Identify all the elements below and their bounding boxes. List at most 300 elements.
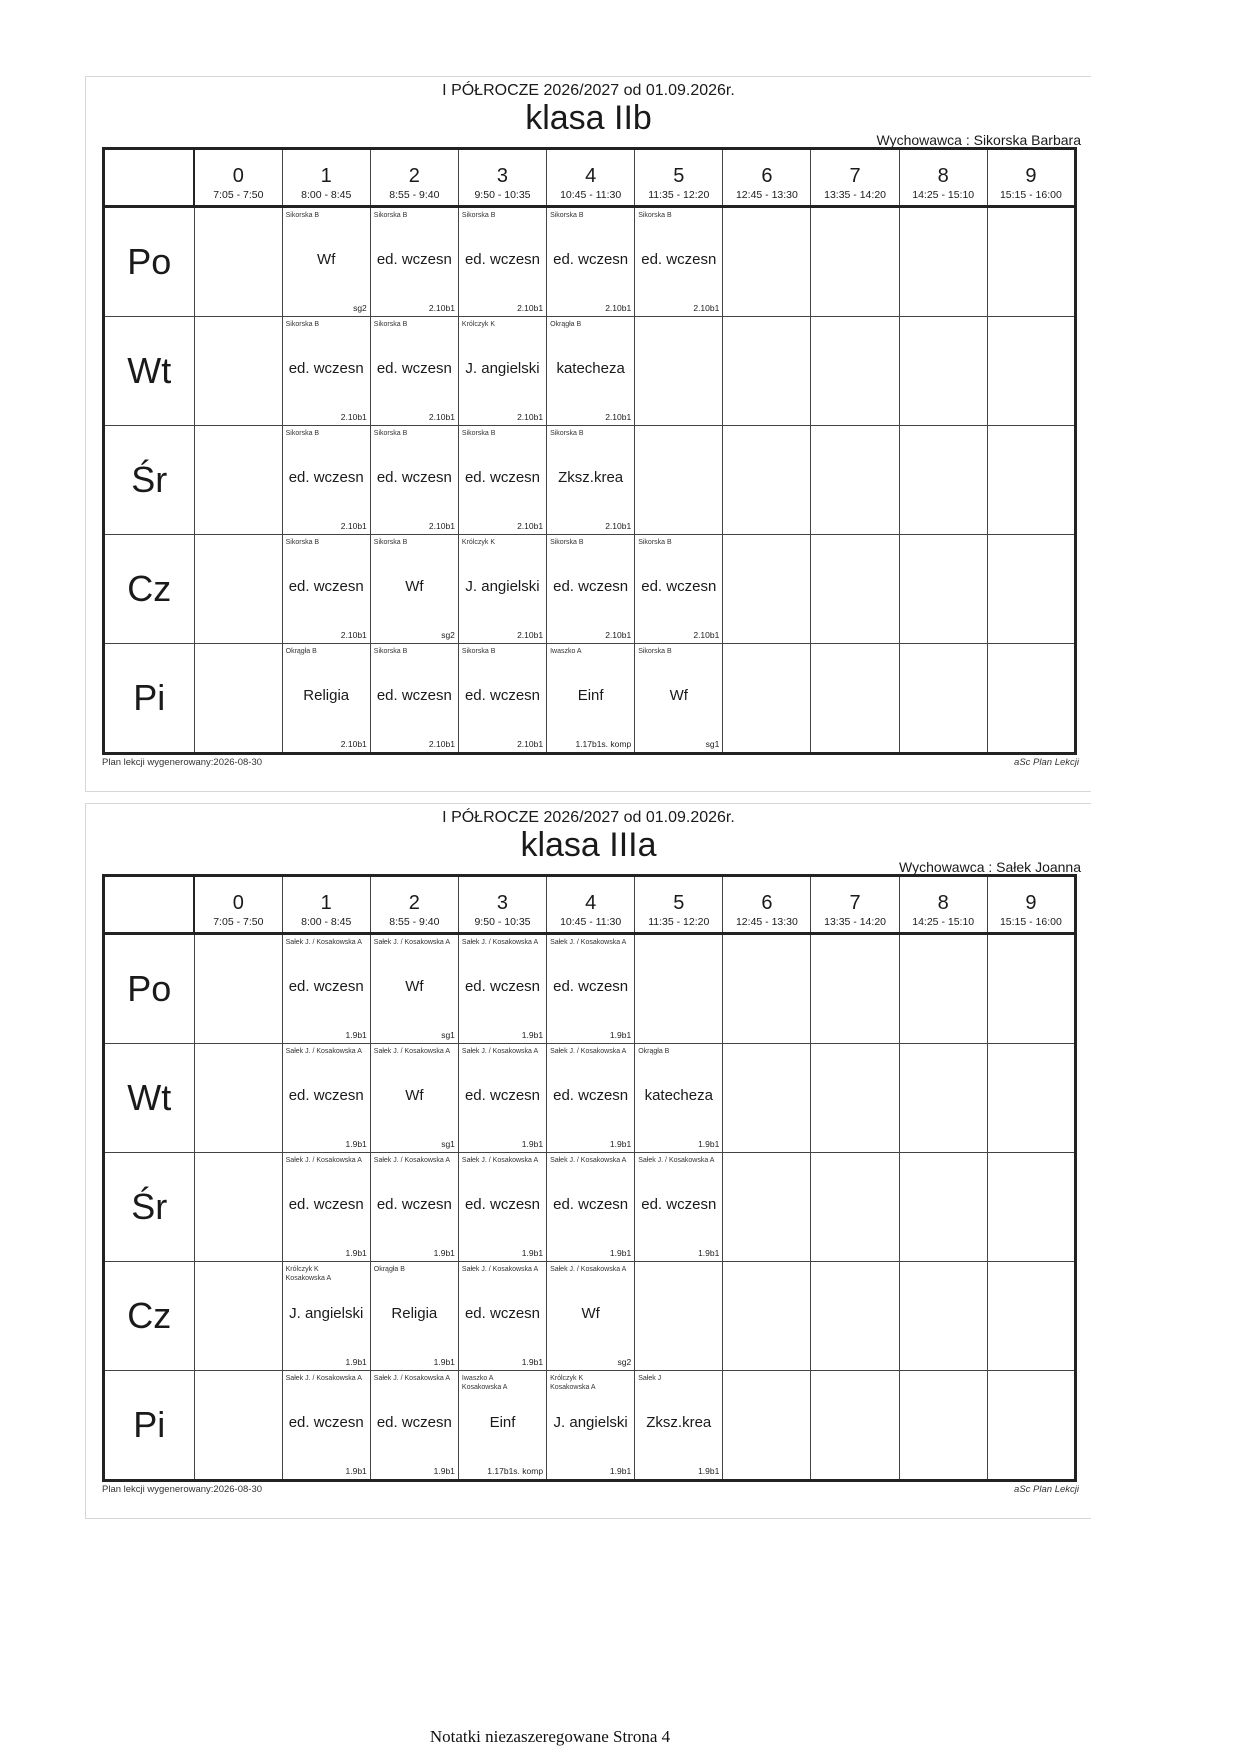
lesson-subject: katecheza [556,360,625,377]
period-time: 8:55 - 9:40 [389,916,440,928]
lesson-subject: ed. wczesn [464,1195,541,1213]
lesson-subject: Wf [405,577,424,595]
lesson-cell [635,643,723,753]
period-header-7 [811,149,899,207]
lesson-room: 1.17b1s. komp [575,739,632,749]
lesson-room: 2.10b1 [605,411,632,422]
lesson-teacher: Sałek J. / Kosakowska A [461,939,539,946]
lesson-subject: ed. wczesn [376,251,452,268]
period-header-8 [899,149,987,207]
lesson-room: 1.9b1 [521,1030,544,1040]
lesson-cell [547,534,635,643]
empty-cell [635,425,723,534]
empty-cell [899,207,987,317]
day-row [104,1152,1076,1261]
empty-cell [723,1261,811,1370]
lesson-cell [547,425,635,534]
lesson-cell [458,934,546,1044]
lesson-room: 1.17b1s. komp [487,1466,544,1476]
lesson-teacher: Królczyk K [461,321,495,328]
lesson-room: 1.9b1 [609,1030,632,1040]
period-number: 8 [937,165,949,187]
day-row [104,934,1076,1044]
software-credit: aSc Plan Lekcji [1014,757,1079,768]
period-number: 2 [408,165,420,187]
lesson-subject: ed. wczesn [553,577,629,595]
lesson-teacher: Królczyk K [461,538,495,546]
lesson-room: 2.10b1 [605,520,632,531]
lesson-room: 1.9b1 [433,1466,455,1476]
lesson-room: 2.10b1 [428,411,455,422]
lesson-teacher: Sikorska B [285,429,320,437]
page-footer: Notatki niezaszeregowane Strona 4 [429,1727,671,1746]
period-header-row [104,149,1076,207]
period-number: 3 [496,165,509,187]
period-time: 13:35 - 14:20 [824,189,886,201]
lesson-room: 2.10b1 [517,411,544,422]
lesson-teacher: Sałek J. / Kosakowska A [638,1156,715,1164]
period-time: 9:50 - 10:35 [474,916,531,928]
lesson-cell [370,534,458,643]
timetable-sheet-klasa-iiia [85,803,1091,1519]
empty-cell [899,534,987,643]
lesson-room: sg1 [705,739,720,749]
lesson-teacher: Okrągła B [550,321,582,328]
empty-cell [987,207,1075,317]
lesson-cell [282,425,370,534]
lesson-teacher: Sałek J. / Kosakowska A [285,1048,362,1055]
period-number: 9 [1025,165,1037,187]
lesson-subject: Einf [489,1413,516,1431]
day-label: Wt [104,317,195,426]
empty-cell [811,1152,899,1261]
lesson-subject: Wf [317,251,336,268]
lesson-cell [458,1152,546,1261]
lesson-room: 1.9b1 [521,1247,544,1258]
lesson-subject: ed. wczesn [376,1195,452,1213]
lesson-cell [547,1370,635,1480]
period-number: 0 [232,892,244,914]
period-header-6 [723,149,811,207]
lesson-subject: Zksz.krea [558,468,624,486]
lesson-room: 2.10b1 [340,520,367,531]
lesson-cell [282,207,370,317]
class-title: klasa IIIa [520,826,657,864]
lesson-room: 1.9b1 [345,1356,367,1367]
day-row [104,1370,1076,1480]
lesson-teacher: Sikorska B [373,647,408,655]
lesson-subject: ed. wczesn [641,251,717,268]
lesson-cell [458,1261,546,1370]
lesson-room: 2.10b1 [428,520,455,531]
lesson-teacher: Królczyk K Kosakowska A [285,1265,332,1282]
lesson-room: 1.9b1 [521,1138,544,1149]
lesson-room: 2.10b1 [517,520,544,531]
lesson-room: 1.9b1 [698,1247,720,1258]
period-number: 7 [849,165,861,187]
empty-cell [811,317,899,426]
period-number: 8 [937,892,949,914]
lesson-teacher: Sałek J. / Kosakowska A [461,1048,539,1055]
period-time: 10:45 - 11:30 [560,916,622,928]
empty-cell [899,317,987,426]
period-header-2 [370,876,458,934]
empty-cell [194,317,282,426]
lesson-subject: ed. wczesn [376,360,452,377]
empty-cell [811,1044,899,1153]
corner-cell [104,876,195,934]
lesson-teacher: Sałek J. / Kosakowska A [461,1265,539,1273]
lesson-subject: J. angielski [465,577,540,595]
lesson-room: 1.9b1 [433,1247,455,1258]
lesson-room: sg2 [441,629,455,640]
empty-cell [723,1370,811,1480]
period-header-0 [194,876,282,934]
lesson-cell [282,934,370,1044]
lesson-room: 2.10b1 [605,629,632,640]
lesson-room: 2.10b1 [428,739,455,749]
timetable-sheet-klasa-iib [85,76,1091,792]
homeroom-teacher: Wychowawca : Sałek Joanna [899,859,1081,875]
lesson-room: 1.9b1 [609,1138,632,1149]
lesson-cell [370,934,458,1044]
lesson-cell [370,643,458,753]
empty-cell [811,534,899,643]
lesson-teacher: Królczyk K Kosakowska A [550,1374,596,1391]
lesson-cell [370,1044,458,1153]
corner-cell [104,149,195,207]
day-row [104,207,1076,317]
empty-cell [811,425,899,534]
lesson-cell [547,1152,635,1261]
lesson-cell [370,1370,458,1480]
period-time: 11:35 - 12:20 [648,189,710,201]
day-label: Cz [104,534,195,643]
lesson-teacher: Iwaszko A [550,647,582,655]
empty-cell [987,1261,1075,1370]
period-header-4 [547,149,635,207]
lesson-subject: Wf [581,1304,600,1322]
day-row [104,1261,1076,1370]
lesson-cell [458,534,546,643]
lesson-cell [547,317,635,426]
empty-cell [723,1044,811,1153]
lesson-subject: Einf [577,686,604,704]
lesson-room: 2.10b1 [340,411,367,422]
lesson-teacher: Sikorska B [373,429,408,437]
period-number: 6 [761,165,773,187]
period-number: 1 [320,892,332,914]
empty-cell [811,643,899,753]
lesson-teacher: Sałek J. / Kosakowska A [461,1156,539,1164]
empty-cell [987,534,1075,643]
lesson-cell [458,643,546,753]
empty-cell [811,1370,899,1480]
day-label: Śr [104,1152,195,1261]
lesson-teacher: Sałek J. / Kosakowska A [373,1374,451,1382]
lesson-teacher: Okrągła B [373,1265,405,1273]
lesson-subject: ed. wczesn [376,468,452,486]
lesson-teacher: Sikorska B [373,321,408,328]
empty-cell [635,934,723,1044]
lesson-cell [370,1152,458,1261]
period-time: 14:25 - 15:10 [912,189,975,201]
empty-cell [987,1044,1075,1153]
lesson-subject: Religia [303,686,350,704]
lesson-cell [458,1044,546,1153]
lesson-teacher: Sikorska B [461,429,496,437]
lesson-subject: Zksz.krea [646,1413,712,1431]
empty-cell [194,534,282,643]
lesson-room: 2.10b1 [340,629,367,640]
lesson-teacher: Sikorska B [550,538,584,546]
lesson-subject: Religia [391,1304,438,1322]
lesson-subject: ed. wczesn [288,1087,364,1104]
period-header-6 [723,876,811,934]
lesson-teacher: Sikorska B [638,647,672,655]
lesson-teacher: Sikorska B [285,212,320,219]
lesson-cell [547,643,635,753]
lesson-subject: ed. wczesn [464,978,541,995]
empty-cell [899,934,987,1044]
lesson-room: 2.10b1 [517,303,544,313]
empty-cell [194,1152,282,1261]
period-header-3 [458,876,546,934]
lesson-room: 2.10b1 [340,739,367,749]
lesson-cell [370,317,458,426]
period-header-9 [987,876,1075,934]
lesson-cell [282,1152,370,1261]
empty-cell [194,1261,282,1370]
lesson-teacher: Okrągła B [638,1048,670,1055]
lesson-subject: ed. wczesn [376,686,452,704]
day-row [104,643,1076,753]
empty-cell [194,1044,282,1153]
period-time: 11:35 - 12:20 [648,916,710,928]
lesson-cell [370,207,458,317]
lesson-room: sg2 [353,303,367,313]
day-row [104,534,1076,643]
empty-cell [899,1044,987,1153]
empty-cell [635,1261,723,1370]
lesson-teacher: Sałek J. / Kosakowska A [373,1156,451,1164]
lesson-teacher: Sikorska B [285,321,320,328]
lesson-cell [458,1370,546,1480]
lesson-room: 1.9b1 [345,1030,367,1040]
lesson-teacher: Sikorska B [373,538,408,546]
lesson-subject: ed. wczesn [553,1195,629,1213]
lesson-cell [458,425,546,534]
lesson-teacher: Sałek J. / Kosakowska A [373,939,451,946]
lesson-room: 2.10b1 [693,629,720,640]
term-heading: I PÓŁROCZE 2026/2027 od 01.09.2026r. [442,809,735,826]
period-time: 12:45 - 13:30 [735,916,798,928]
generated-date: Plan lekcji wygenerowany:2026-08-30 [102,1484,263,1495]
period-header-8 [899,876,987,934]
period-number: 5 [673,165,685,187]
term-heading: I PÓŁROCZE 2026/2027 od 01.09.2026r. [442,82,735,99]
lesson-cell [635,534,723,643]
lesson-cell [282,643,370,753]
lesson-subject: J. angielski [289,1304,364,1322]
lesson-room: 1.9b1 [521,1356,544,1367]
lesson-cell [282,1261,370,1370]
empty-cell [723,534,811,643]
lesson-cell [635,1044,723,1153]
period-header-row [104,876,1076,934]
lesson-room: 2.10b1 [605,303,632,313]
lesson-room: 1.9b1 [433,1356,455,1367]
empty-cell [987,1152,1075,1261]
lesson-cell [547,207,635,317]
lesson-teacher: Sałek J. / Kosakowska A [285,939,362,946]
day-row [104,425,1076,534]
period-time: 12:45 - 13:30 [735,189,798,201]
period-header-5 [635,149,723,207]
period-time: 10:45 - 11:30 [560,189,622,201]
lesson-cell [282,534,370,643]
empty-cell [194,425,282,534]
lesson-teacher: Okrągła B [285,647,317,655]
lesson-subject: katecheza [644,1087,713,1104]
day-label: Po [104,934,195,1044]
lesson-subject: ed. wczesn [553,978,629,995]
class-title: klasa IIb [525,99,652,137]
lesson-cell [282,1370,370,1480]
empty-cell [811,1261,899,1370]
lesson-subject: Wf [405,1087,424,1104]
empty-cell [987,643,1075,753]
lesson-subject: ed. wczesn [464,686,541,704]
empty-cell [899,643,987,753]
period-header-9 [987,149,1075,207]
lesson-teacher: Sałek J. / Kosakowska A [373,1048,451,1055]
sheet-header [86,804,1091,874]
lesson-subject: ed. wczesn [288,360,364,377]
lesson-room: sg2 [617,1356,632,1367]
lesson-cell [458,317,546,426]
period-time: 8:00 - 8:45 [301,916,352,928]
empty-cell [723,207,811,317]
generated-date: Plan lekcji wygenerowany:2026-08-30 [102,757,263,768]
lesson-room: 2.10b1 [517,629,544,640]
empty-cell [811,207,899,317]
lesson-teacher: Sikorska B [550,212,584,219]
empty-cell [723,643,811,753]
lesson-subject: J. angielski [465,360,540,377]
period-time: 14:25 - 15:10 [912,916,975,928]
lesson-teacher: Sikorska B [461,647,496,655]
empty-cell [723,317,811,426]
empty-cell [987,1370,1075,1480]
lesson-teacher: Sałek J. / Kosakowska A [550,1265,627,1273]
period-time: 15:15 - 16:00 [999,189,1062,201]
period-number: 3 [496,892,509,914]
period-header-5 [635,876,723,934]
lesson-room: 1.9b1 [345,1138,367,1149]
lesson-room: 1.9b1 [609,1466,632,1476]
lesson-subject: ed. wczesn [553,1087,629,1104]
lesson-cell [370,1261,458,1370]
period-time: 7:05 - 7:50 [213,916,264,928]
lesson-teacher: Sikorska B [373,212,408,219]
period-time: 7:05 - 7:50 [213,189,264,201]
lesson-subject: ed. wczesn [464,251,541,268]
lesson-cell [635,1370,723,1480]
lesson-teacher: Iwaszko A Kosakowska A [461,1374,508,1391]
lesson-room: 1.9b1 [698,1466,720,1476]
empty-cell [899,1152,987,1261]
lesson-subject: ed. wczesn [464,1304,541,1322]
lesson-teacher: Sikorska B [638,212,672,219]
lesson-teacher: Sikorska B [638,538,672,546]
empty-cell [194,934,282,1044]
software-credit: aSc Plan Lekcji [1014,1484,1079,1495]
lesson-cell [282,1044,370,1153]
day-label: Śr [104,425,195,534]
lesson-subject: ed. wczesn [288,978,364,995]
lesson-room: 2.10b1 [428,303,455,313]
lesson-room: sg1 [441,1030,455,1040]
lesson-subject: ed. wczesn [288,1413,364,1431]
period-number: 1 [320,165,332,187]
day-label: Po [104,207,195,317]
period-time: 8:55 - 9:40 [389,189,440,201]
lesson-subject: ed. wczesn [641,1195,717,1213]
empty-cell [194,1370,282,1480]
empty-cell [987,934,1075,1044]
empty-cell [194,207,282,317]
period-number: 4 [585,165,597,187]
lesson-room: 1.9b1 [345,1466,367,1476]
empty-cell [987,425,1075,534]
lesson-room: 2.10b1 [517,739,544,749]
lesson-room: 1.9b1 [345,1247,367,1258]
day-row [104,317,1076,426]
empty-cell [899,425,987,534]
period-number: 4 [585,892,597,914]
timetable-grid [102,147,1077,755]
lesson-teacher: Sałek J. / Kosakowska A [550,1048,627,1055]
period-number: 0 [232,165,244,187]
day-label: Pi [104,643,195,753]
lesson-subject: ed. wczesn [288,1195,364,1213]
sheet-header [86,77,1091,147]
period-header-2 [370,149,458,207]
period-time: 13:35 - 14:20 [824,916,886,928]
lesson-subject: J. angielski [553,1413,628,1431]
lesson-subject: ed. wczesn [288,468,364,486]
timetable-grid [102,874,1077,1482]
lesson-teacher: Sałek J. / Kosakowska A [285,1156,362,1164]
lesson-cell [547,1261,635,1370]
period-header-3 [458,149,546,207]
period-header-7 [811,876,899,934]
period-number: 9 [1025,892,1037,914]
lesson-cell [635,207,723,317]
period-number: 7 [849,892,861,914]
lesson-subject: Wf [405,978,424,995]
lesson-teacher: Sałek J. / Kosakowska A [550,1156,627,1164]
empty-cell [899,1370,987,1480]
lesson-teacher: Sikorska B [550,429,584,437]
lesson-subject: ed. wczesn [464,468,541,486]
empty-cell [723,425,811,534]
lesson-cell [370,425,458,534]
lesson-teacher: Sikorska B [461,212,496,219]
lesson-room: sg1 [441,1138,455,1149]
period-number: 5 [673,892,685,914]
